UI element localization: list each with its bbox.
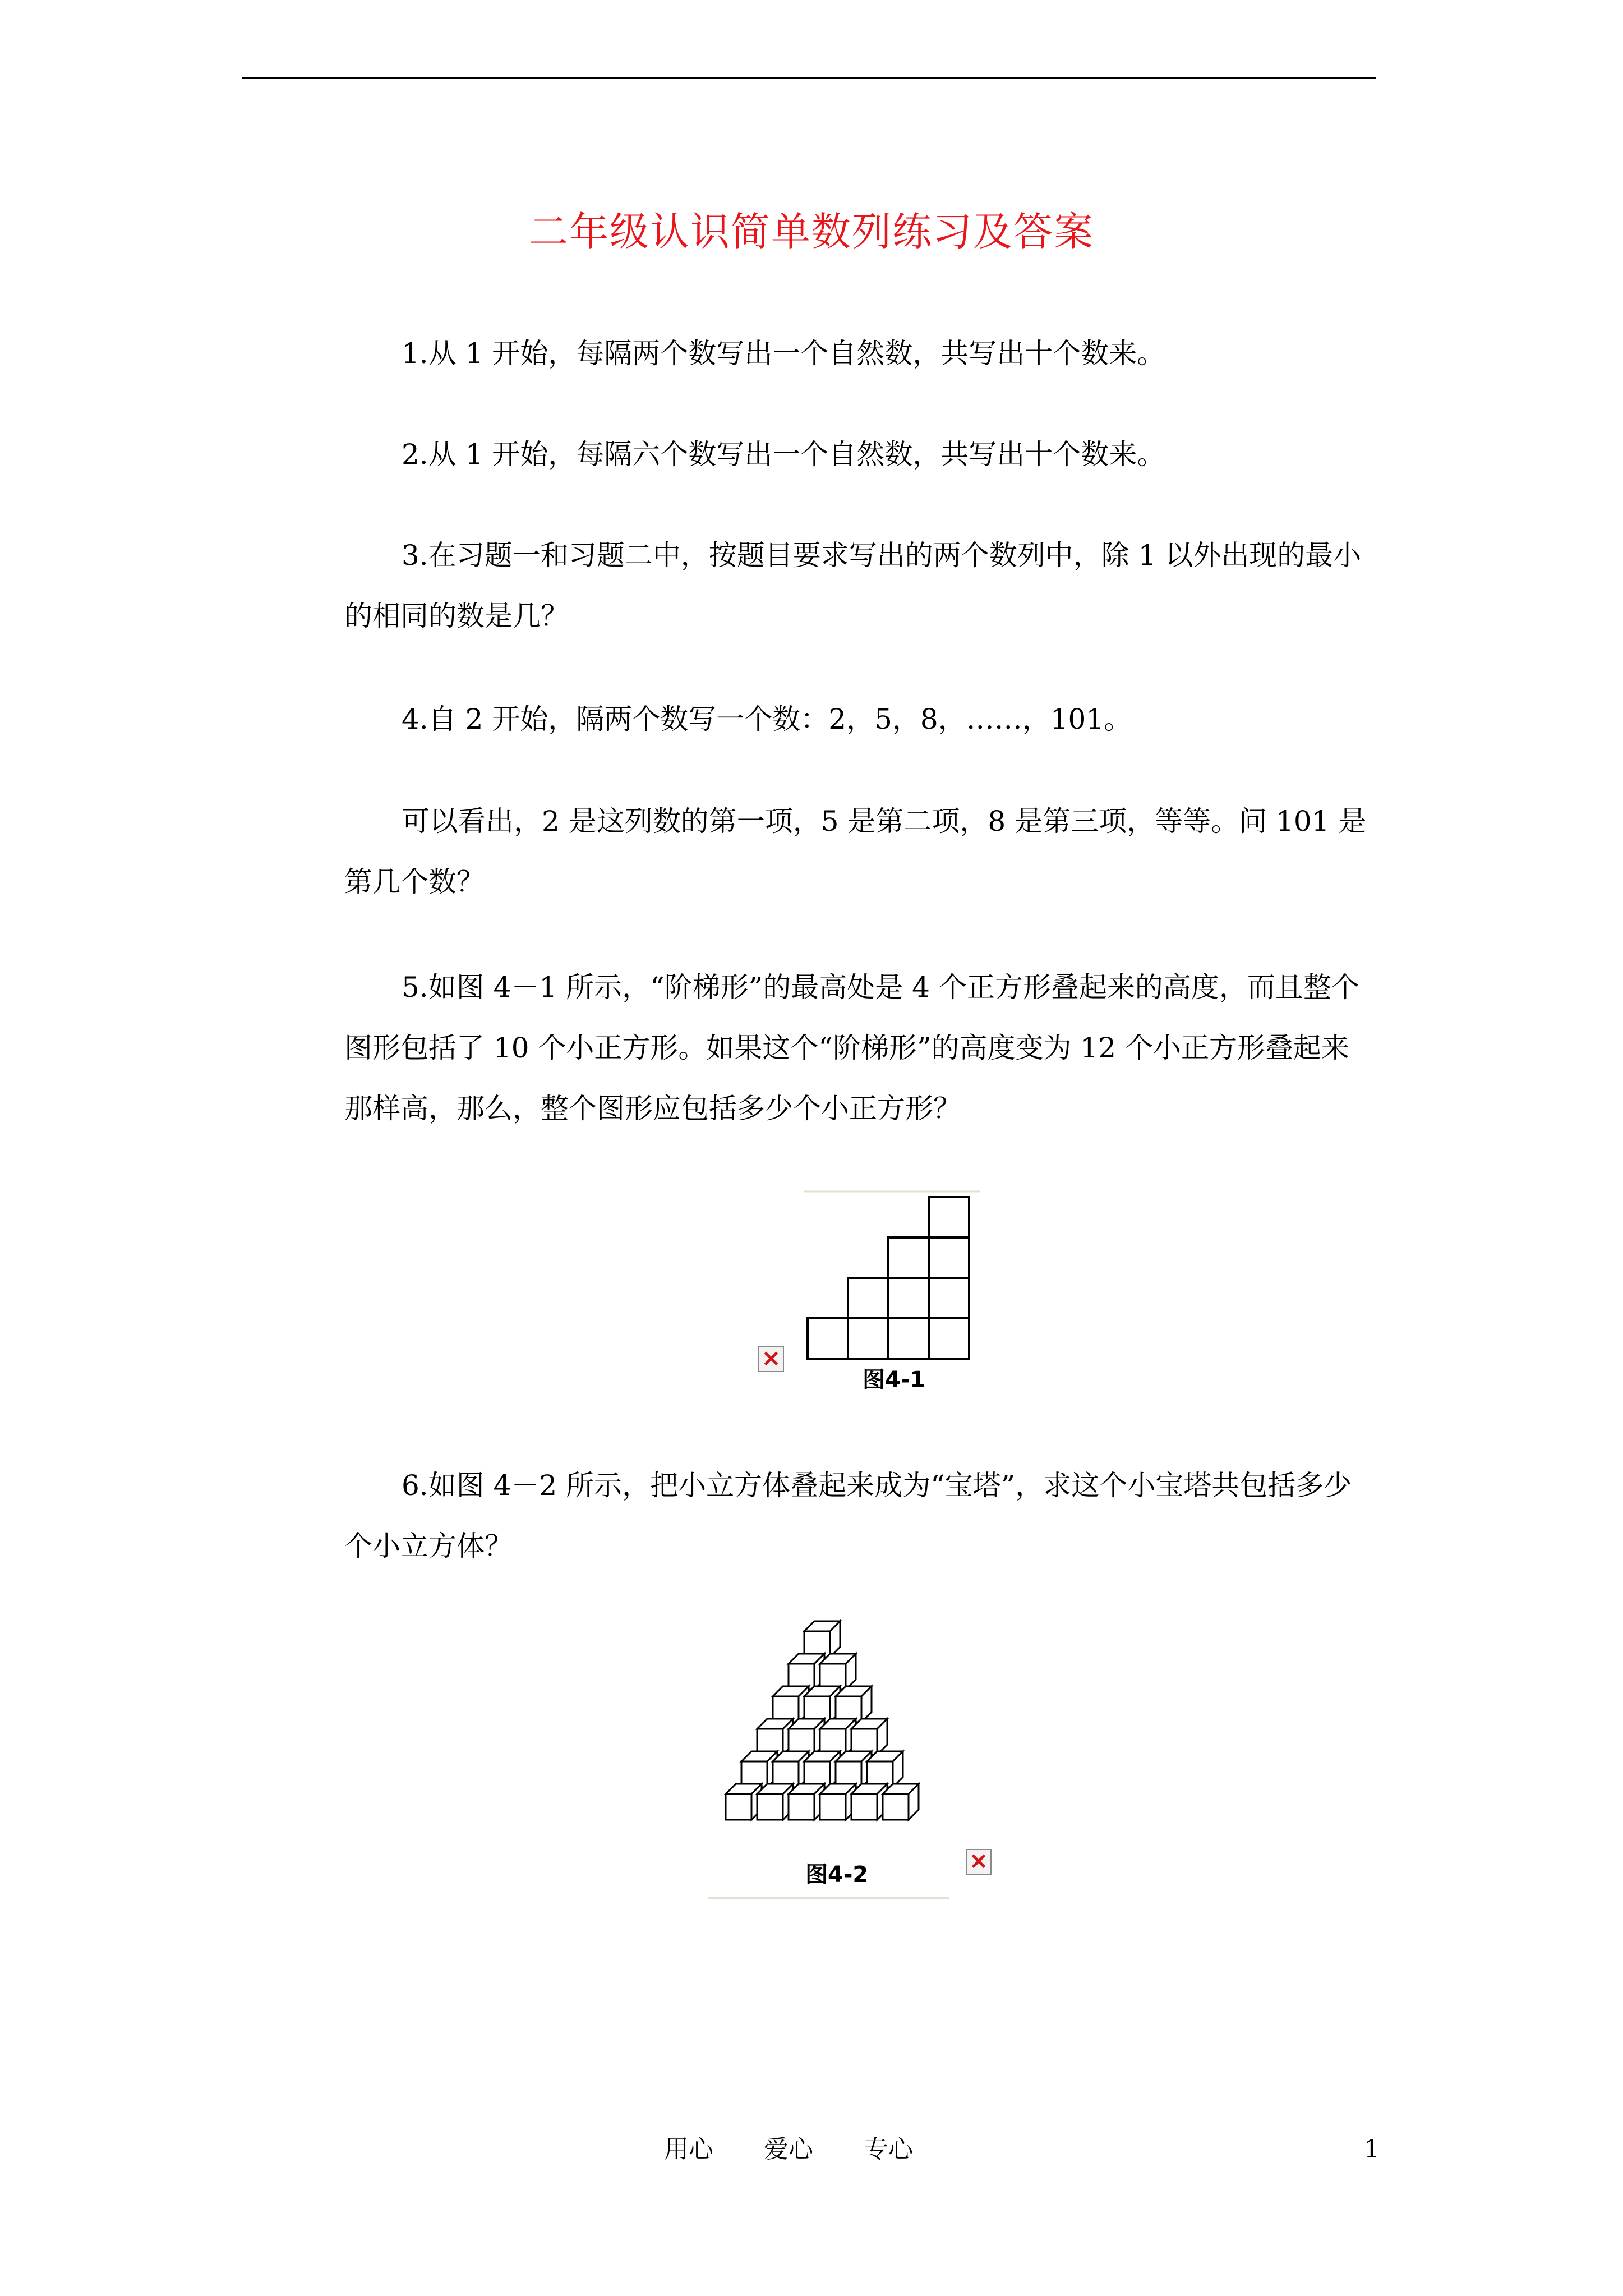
figure-4-2-baseline (708, 1897, 949, 1899)
question-1: 1.从 1 开始，每隔两个数写出一个自然数，共写出十个数来。 (402, 337, 1165, 370)
question-6: 6.如图 4－2 所示，把小立方体叠起来成为“宝塔”，求这个小宝塔共包括多少个小立方体？ (344, 1469, 1352, 1562)
footer-motto-3: 专心 (864, 2135, 913, 2164)
cube (820, 1784, 856, 1820)
question-3: 3.在习题一和习题二中，按题目要求写出的两个数列中，除 1 以外出现的最小的相同的数是几？ (344, 539, 1362, 632)
question-4-followup: 可以看出，2 是这列数的第一项，5 是第二项，8 是第三项，等等。问 101 是第几个数？ (344, 805, 1367, 898)
cube (726, 1784, 762, 1820)
cube (820, 1654, 856, 1690)
cube (789, 1719, 824, 1755)
broken-image-icon (758, 1346, 784, 1372)
cube (820, 1719, 856, 1755)
cube (804, 1621, 840, 1657)
cube (883, 1784, 919, 1820)
cube (804, 1751, 840, 1787)
cube (851, 1719, 887, 1755)
question-5: 5.如图 4－1 所示，“阶梯形”的最高处是 4 个正方形叠起来的高度，而且整个图形包括了 10 个小正方形。如果这个“阶梯形”的高度变为 12 个小正方形叠起来那样高，那么，整个图形应包括多少个小正方形？ (344, 971, 1359, 1125)
cube (836, 1686, 872, 1722)
figure-4-1-caption: 图4-1 (863, 1367, 926, 1393)
question-2: 2.从 1 开始，每隔六个数写出一个自然数，共写出十个数来。 (402, 438, 1165, 471)
cube (757, 1784, 793, 1820)
pagoda-diagram (708, 1604, 955, 1868)
figure-4-1 (802, 1189, 981, 1402)
page-title: 二年级认识简单数列练习及答案 (529, 209, 1094, 255)
page-number: 1 (1364, 2135, 1380, 2164)
cube (773, 1686, 809, 1722)
cube (757, 1719, 793, 1755)
cube (773, 1751, 809, 1787)
cube (789, 1784, 824, 1820)
figure-4-2-caption: 图4-2 (805, 1862, 869, 1888)
cube (836, 1751, 872, 1787)
footer-motto-2: 爱心 (764, 2135, 813, 2164)
header-rule (242, 77, 1376, 79)
cube (789, 1654, 824, 1690)
cube (867, 1751, 903, 1787)
cube (741, 1751, 777, 1787)
figure-4-2 (708, 1604, 955, 1902)
cube (851, 1784, 887, 1820)
footer-motto-1: 用心 (664, 2135, 713, 2164)
broken-image-icon (966, 1849, 992, 1875)
question-4: 4.自 2 开始，隔两个数写一个数：2，5，8，……，101。 (402, 703, 1132, 735)
cube (804, 1686, 840, 1722)
